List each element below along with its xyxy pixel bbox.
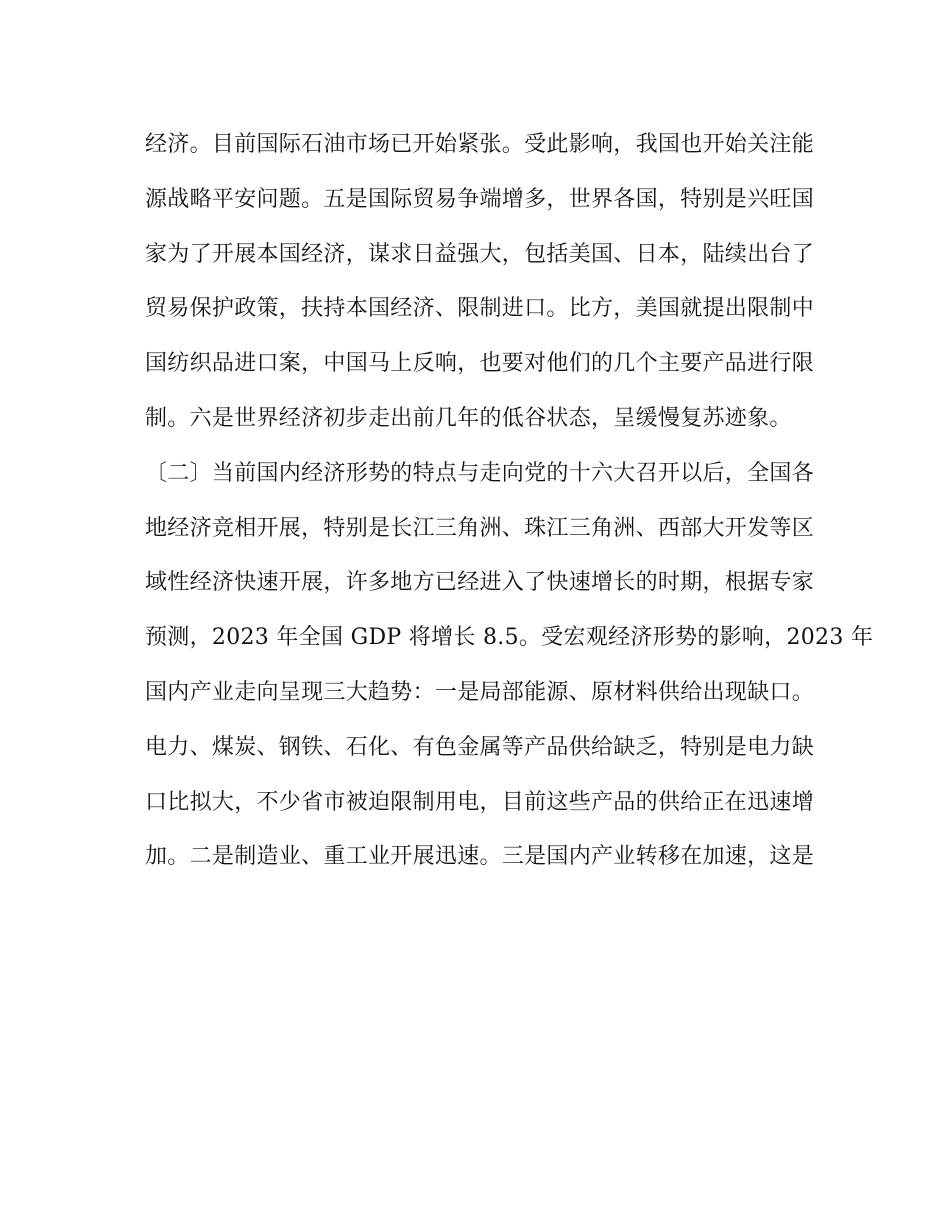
text-line-6: 制。六是世界经济初步走出前几年的低谷状态，呈缓慢复苏迹象。 bbox=[145, 405, 792, 431]
body-text bbox=[145, 118, 874, 885]
text-line-11: 国内产业走向呈现三大趋势：一是局部能源、原材料供给出现缺口。 bbox=[145, 679, 815, 705]
text-line-2: 源战略平安问题。五是国际贸易争端增多，世界各国，特别是兴旺国 bbox=[145, 186, 815, 212]
text-line-5: 国纺织品进口案，中国马上反响，也要对他们的几个主要产品进行限 bbox=[145, 351, 815, 377]
text-line-10: 预测，2023 年全国 GDP 将增长 8.5。受宏观经济形势的影响，2023 年 bbox=[145, 625, 874, 651]
text-line-12: 电力、煤炭、钢铁、石化、有色金属等产品供给缺乏，特别是电力缺 bbox=[145, 734, 815, 760]
text-line-1: 经济。目前国际石油市场已开始紧张。受此影响，我国也开始关注能 bbox=[145, 132, 815, 157]
text-line-8: 地经济竞相开展，特别是长江三角洲、珠江三角洲、西部大开发等区 bbox=[145, 515, 815, 541]
text-line-9: 域性经济快速开展，许多地方已经进入了快速增长的时期，根据专家 bbox=[145, 570, 815, 596]
text-line-3: 家为了开展本国经济，谋求日益强大，包括美国、日本，陆续出台了 bbox=[145, 241, 815, 267]
text-line-14: 加。二是制造业、重工业开展迅速。三是国内产业转移在加速，这是 bbox=[145, 844, 815, 870]
text-line-7: 〔二〕当前国内经济形势的特点与走向党的十六大召开以后，全国各 bbox=[145, 460, 815, 486]
text-line-13: 口比拟大，不少省市被迫限制用电，目前这些产品的供给正在迅速增 bbox=[145, 789, 815, 815]
text-line-4: 贸易保护政策，扶持本国经济、限制进口。比方，美国就提出限制中 bbox=[145, 296, 815, 322]
